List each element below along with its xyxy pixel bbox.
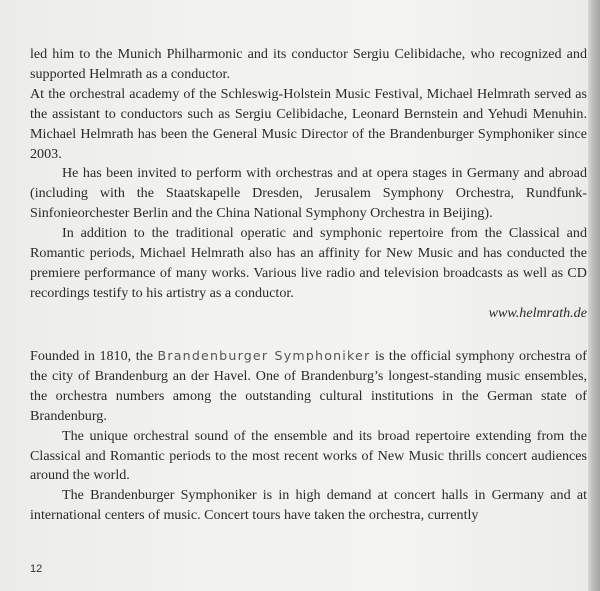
paragraph-demand: The Brandenburger Symphoniker is in high demand at concert halls in Germany and at international centers of music. Concert tours have taken the orchestra, currently [30, 487, 587, 524]
page-number: 12 [30, 563, 43, 575]
founded-text-start: Founded in 1810, the [30, 348, 158, 364]
founded-text-end: is the official symphony orchestra of the city of Brandenburg an der Havel. One of Brandenburg’s longest-standing music ensembles, the orchestra numbers among the outstanding cultural institutions in the German state of Brandenburg. [30, 348, 588, 424]
paragraph-repertoire: In addition to the traditional operatic and symphonic repertoire from the Classical and Romantic periods, Michael Helmrath also has an affinity for New Music and has conducted the premiere performance of many works. Various live radio and television broadcasts as well as CD recordings testify to his artistry as a conductor. [30, 225, 587, 301]
orchestra-name: Brandenburger Symphoniker [157, 348, 371, 363]
paragraph-munich: led him to the Munich Philharmonic and its conductor Sergiu Celibidache, who recognized and supported Helmrath as a conductor. [30, 46, 587, 82]
paragraph-founded [30, 346, 587, 427]
paragraph-invitations: He has been invited to perform with orchestras and at opera stages in Germany and abroad (including with the Staatskapelle Dresden, Jerusalem Symphony Orchestra, Rundfunk-Sinfonieorchester Berlin and the China National Symphony Orchestra in Beijing). [30, 165, 587, 222]
paragraph-academy: At the orchestral academy of the Schleswig-Holstein Music Festival, Michael Helmrath served as the assistant to conductors such as Sergiu Celibidache, Leonard Bernstein and Yehudi Menuhin. Michael Helmrath has been the General Music Director of the Brandenburger Symphoniker since 2003. [30, 85, 587, 162]
website-url: www.helmrath.de [488, 304, 587, 321]
orchestra-description [30, 346, 587, 526]
paragraph-sound: The unique orchestral sound of the ensemble and its broad repertoire extending from the Classical and Romantic periods to the most recent works of New Music thrills concert audiences around the world. [30, 427, 587, 484]
helmrath-biography [30, 45, 587, 324]
page-edge-shadow [588, 0, 600, 591]
